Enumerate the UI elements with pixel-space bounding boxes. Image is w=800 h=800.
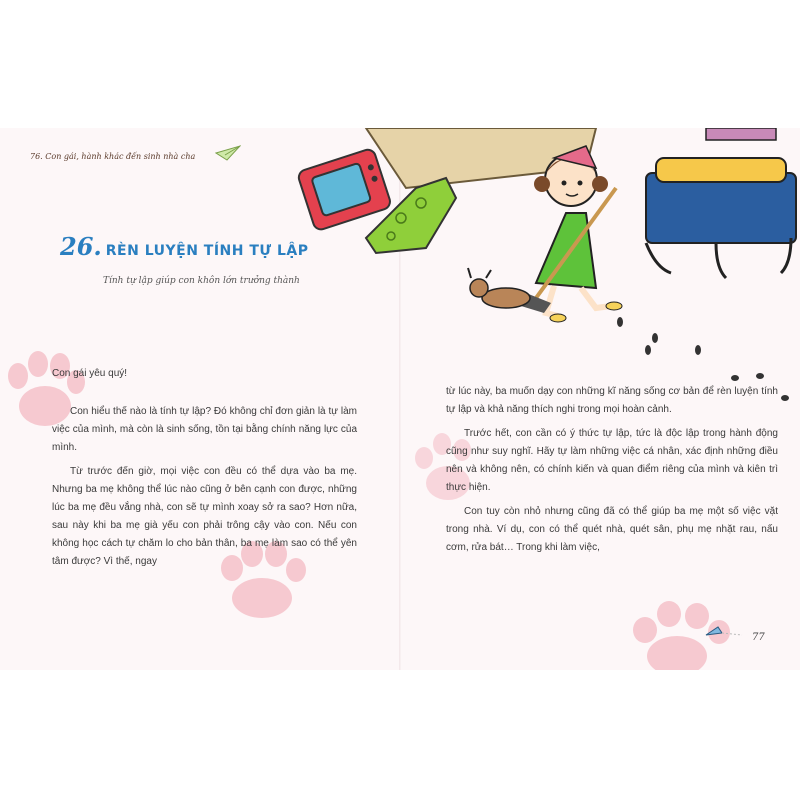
- left-page-text: [52, 365, 357, 577]
- body-paragraph: Con tuy còn nhỏ nhưng cũng đã có thể giúp ba mẹ một số việc vặt trong nhà. Ví dụ, con có thể quét nhà, quét sân, phụ mẹ nhặt rau, nấu cơm, rửa bát… Trong khi làm việc,: [446, 506, 778, 553]
- book-spread: [0, 128, 800, 670]
- pencil-icon: [704, 625, 744, 639]
- body-paragraph: Trước hết, con cần có ý thức tự lập, tức là độc lập trong hành động cũng như suy nghĩ. Hãy tự làm những việc cá nhân, xác định những điều nên và không nên, có chính kiến và quan điểm riêng của mình và kiên trì thực hiện.: [446, 428, 778, 493]
- chapter-number: 26.: [60, 232, 102, 261]
- right-page-text: [446, 383, 778, 563]
- body-paragraph: Từ trước đến giờ, mọi việc con đều có thể dựa vào ba mẹ. Nhưng ba mẹ không thể lúc nào cũng ở bên cạnh con được, những lúc ba mẹ đều vắng nhà, con sẽ tự mình xoay sở ra sao? Hơn nữa, sau này khi ba mẹ già yếu con phải trông cậy vào con. Nếu con không học cách tự chăm lo cho bản thân, ba mẹ làm sao có thể yên tâm được? Vì thế, ngay: [52, 466, 357, 567]
- paper-plane-icon: [215, 145, 241, 161]
- body-paragraph: từ lúc này, ba muốn dạy con những kĩ năng sống cơ bản để rèn luyện tính tự lập và khả năng thích nghi trong mọi hoàn cảnh.: [446, 386, 778, 415]
- running-head: 76. Con gái, hành khác đến sinh nhà cha: [30, 152, 196, 161]
- greeting-paragraph: Con gái yêu quý!: [52, 368, 128, 379]
- page-number: 77: [752, 632, 765, 643]
- chapter-title: [60, 232, 309, 261]
- body-paragraph: Con hiểu thế nào là tính tự lập? Đó không chỉ đơn giản là tự làm việc của mình, mà còn là sinh sống, tồn tại bằng chính năng lực của mình.: [52, 406, 357, 453]
- chapter-name: RÈN LUYỆN TÍNH TỰ LẬP: [105, 243, 309, 259]
- chapter-subtitle: Tính tự lập giúp con khôn lớn trưởng thành: [103, 276, 300, 286]
